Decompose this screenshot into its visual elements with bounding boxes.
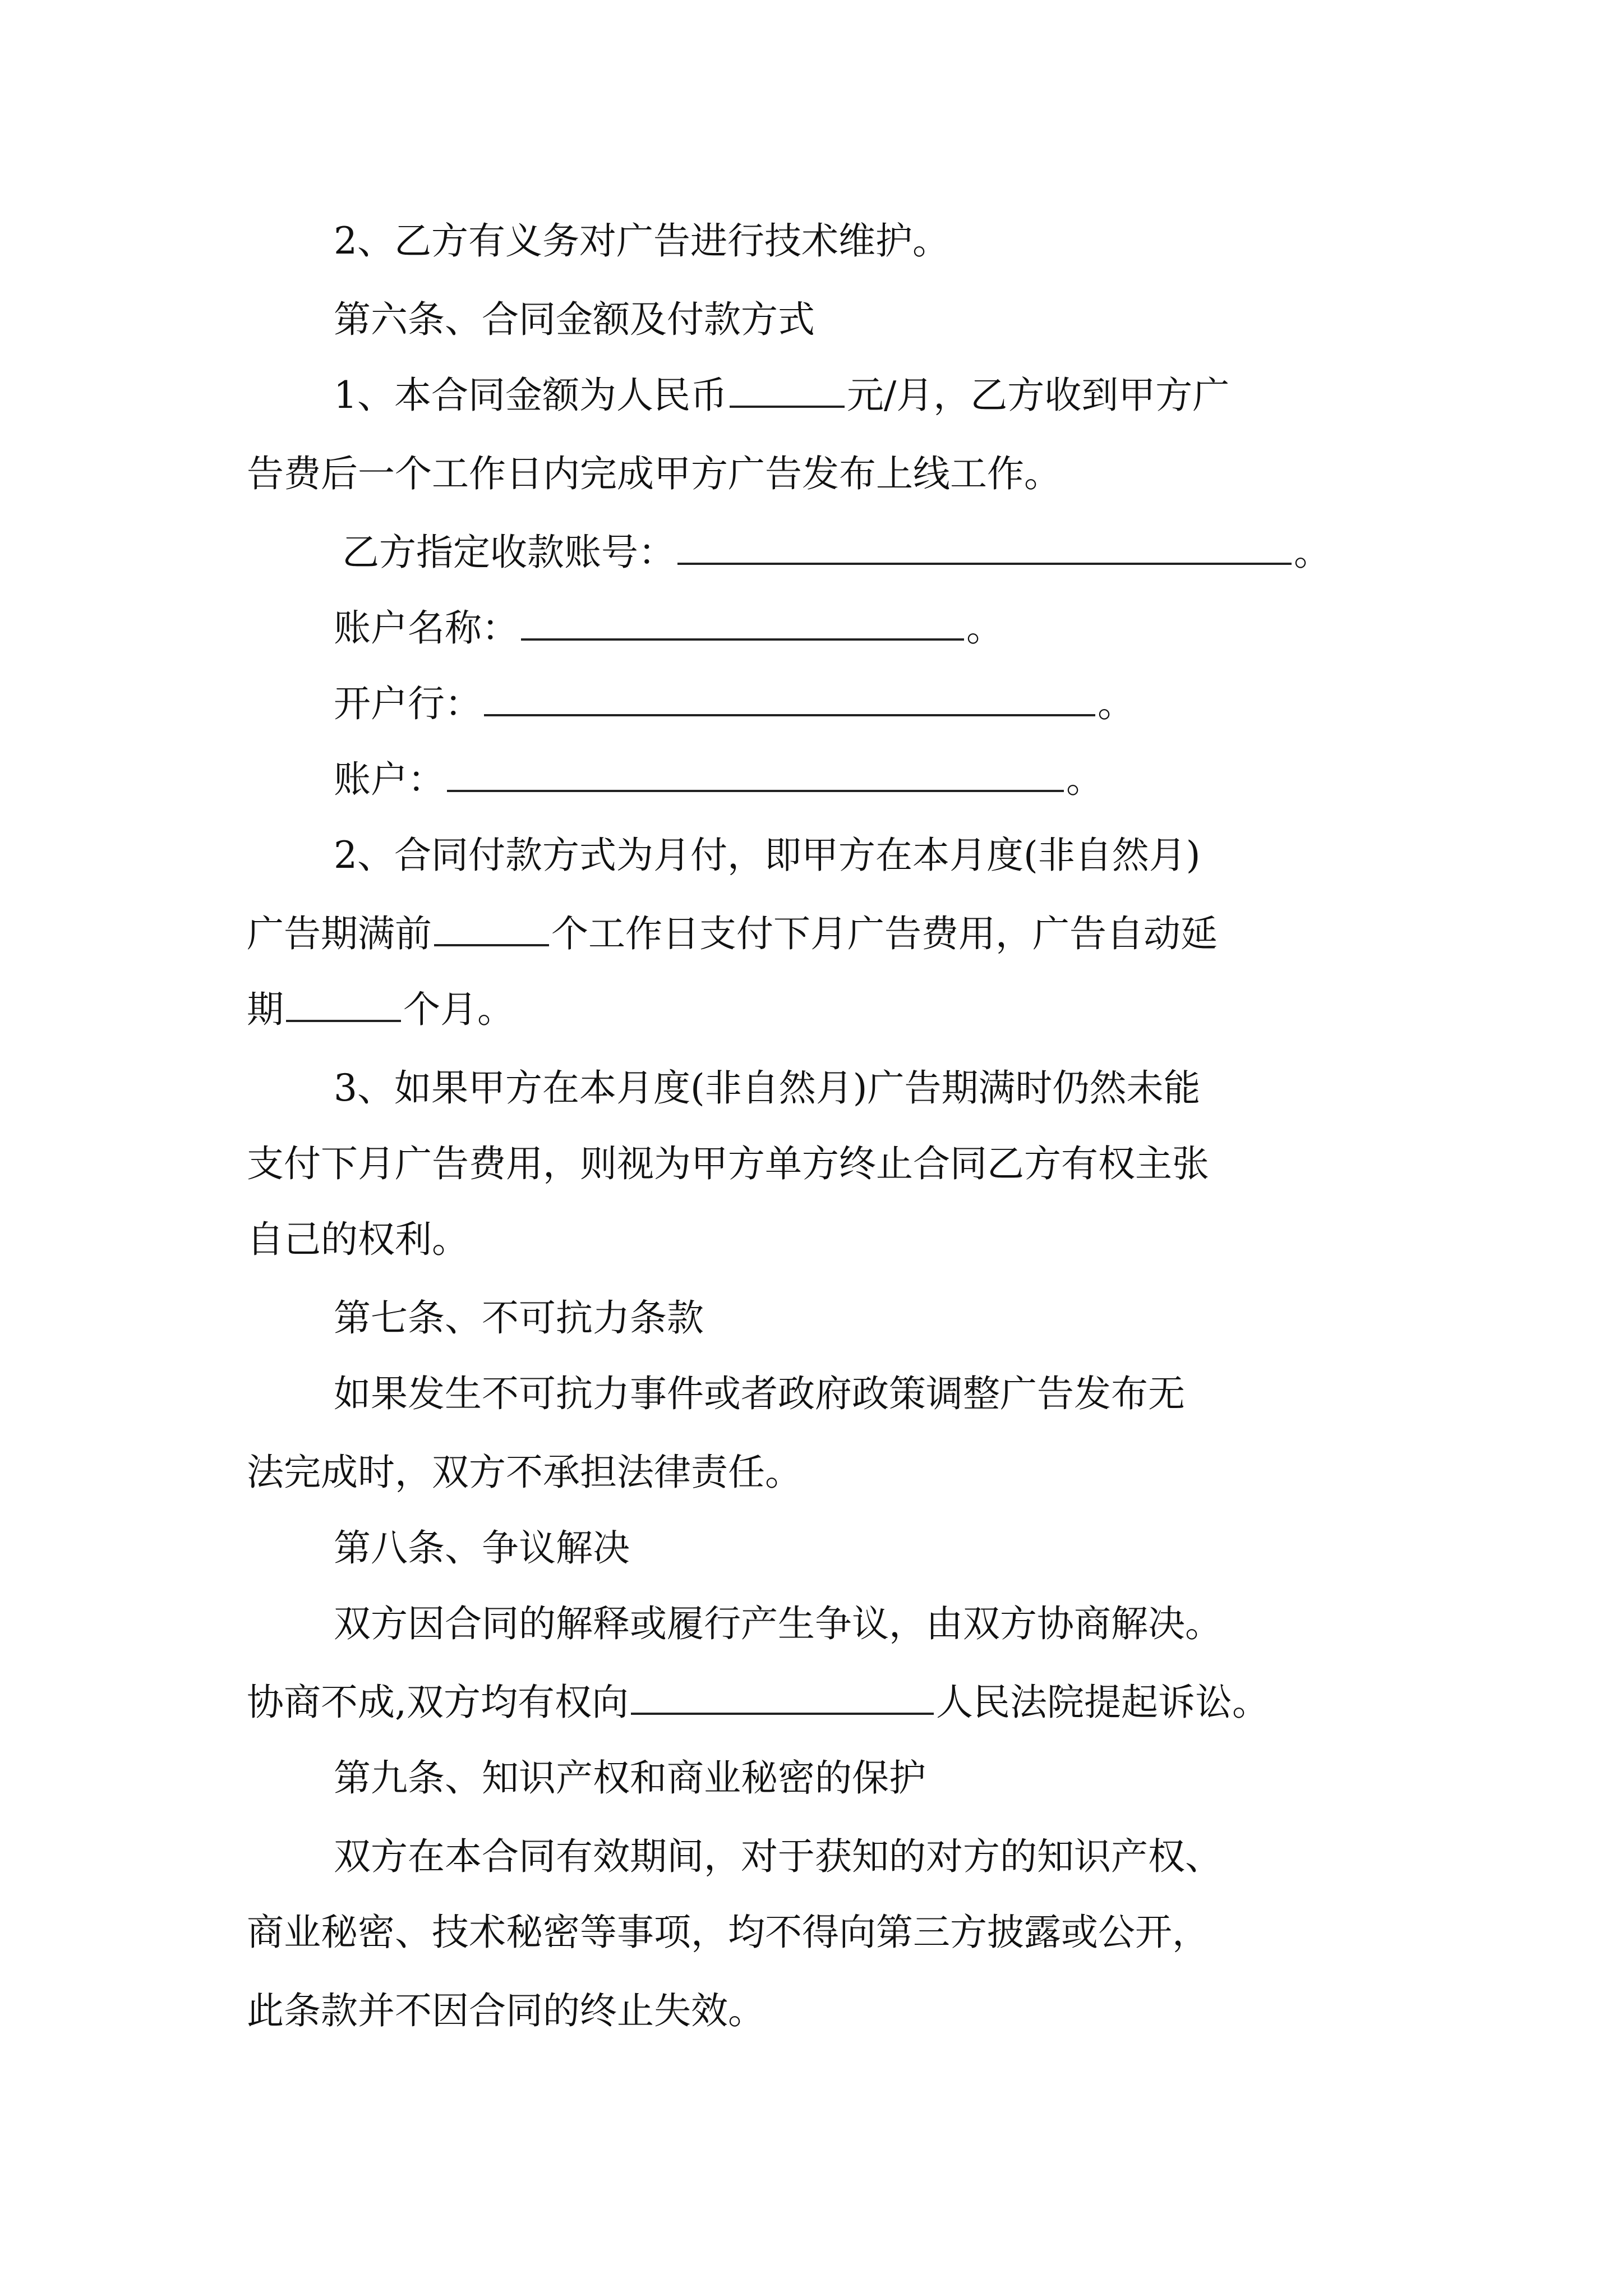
text: 个工作日支付下月广告费用，广告自动延: [551, 912, 1218, 955]
article-8-heading: 第八条、争议解决: [334, 1526, 630, 1570]
amount-blank: [730, 372, 845, 408]
account-name-line: [334, 603, 1003, 654]
text: 期: [247, 988, 284, 1031]
clause-5-item-2: 2、乙方有义务对广告进行技术维护。: [334, 219, 949, 263]
clause-6-item-2-line-3: [247, 984, 514, 1035]
text: 广告期满前: [247, 912, 432, 955]
court-blank: [631, 1679, 934, 1715]
text: 1、本合同金额为人民币: [334, 374, 727, 417]
article-7-heading: 第七条、不可抗力条款: [334, 1296, 704, 1340]
account-blank: [447, 756, 1064, 792]
text: 元/月，乙方收到甲方广: [847, 374, 1230, 417]
article-8-line-1: 双方因合同的解释或履行产生争议，由双方协商解决。: [334, 1602, 1222, 1645]
bank-line: [334, 679, 1135, 729]
clause-6-item-1-line-2: 告费后一个工作日内完成甲方广告发布上线工作。: [247, 452, 1061, 495]
article-7-line-1: 如果发生不可抗力事件或者政府政策调整广告发布无: [334, 1372, 1185, 1415]
text: 。: [966, 606, 1003, 650]
article-9-line-2: 商业秘密、技术秘密等事项，均不得向第三方披露或公开，: [247, 1911, 1209, 1954]
article-8-line-2: [247, 1677, 1269, 1728]
text: 账户名称：: [334, 606, 519, 650]
article-6-heading: 第六条、合同金额及付款方式: [334, 298, 815, 341]
article-9-line-1: 双方在本合同有效期间，对于获知的对方的知识产权、: [334, 1835, 1222, 1878]
account-line: [334, 754, 1103, 805]
bank-blank: [484, 680, 1095, 716]
text: 个月。: [403, 988, 514, 1031]
article-7-line-2: 法完成时，双方不承担法律责任。: [247, 1451, 802, 1494]
text: 。: [1098, 682, 1135, 725]
clause-6-item-3-line-1: 3、如果甲方在本月度(非自然月)广告期满时仍然未能: [334, 1066, 1201, 1110]
account-number-blank: [677, 529, 1292, 565]
text: 。: [1066, 758, 1103, 801]
text: 人民法院提起诉讼。: [935, 1681, 1269, 1724]
article-9-heading: 第九条、知识产权和商业秘密的保护: [334, 1756, 926, 1800]
clause-6-item-2-line-1: 2、合同付款方式为月付，即甲方在本月度(非自然月): [334, 834, 1201, 877]
receiving-account-line: [342, 527, 1331, 578]
text: 协商不成,双方均有权向: [247, 1681, 629, 1724]
article-9-line-3: 此条款并不因合同的终止失效。: [247, 1989, 765, 2032]
text: 账户：: [334, 758, 445, 801]
clause-6-item-3-line-2: 支付下月广告费用，则视为甲方单方终止合同乙方有权主张: [247, 1142, 1209, 1185]
text: 。: [1294, 531, 1331, 574]
clause-6-item-1-line-1: [334, 370, 1229, 421]
account-name-blank: [521, 605, 964, 641]
text: 开户行：: [334, 682, 482, 725]
months-blank: [286, 986, 401, 1022]
clause-6-item-2-line-2: [247, 909, 1218, 959]
days-blank: [434, 910, 549, 946]
text: 乙方指定收款账号：: [342, 531, 675, 574]
clause-6-item-3-line-3: 自己的权利。: [247, 1218, 469, 1261]
